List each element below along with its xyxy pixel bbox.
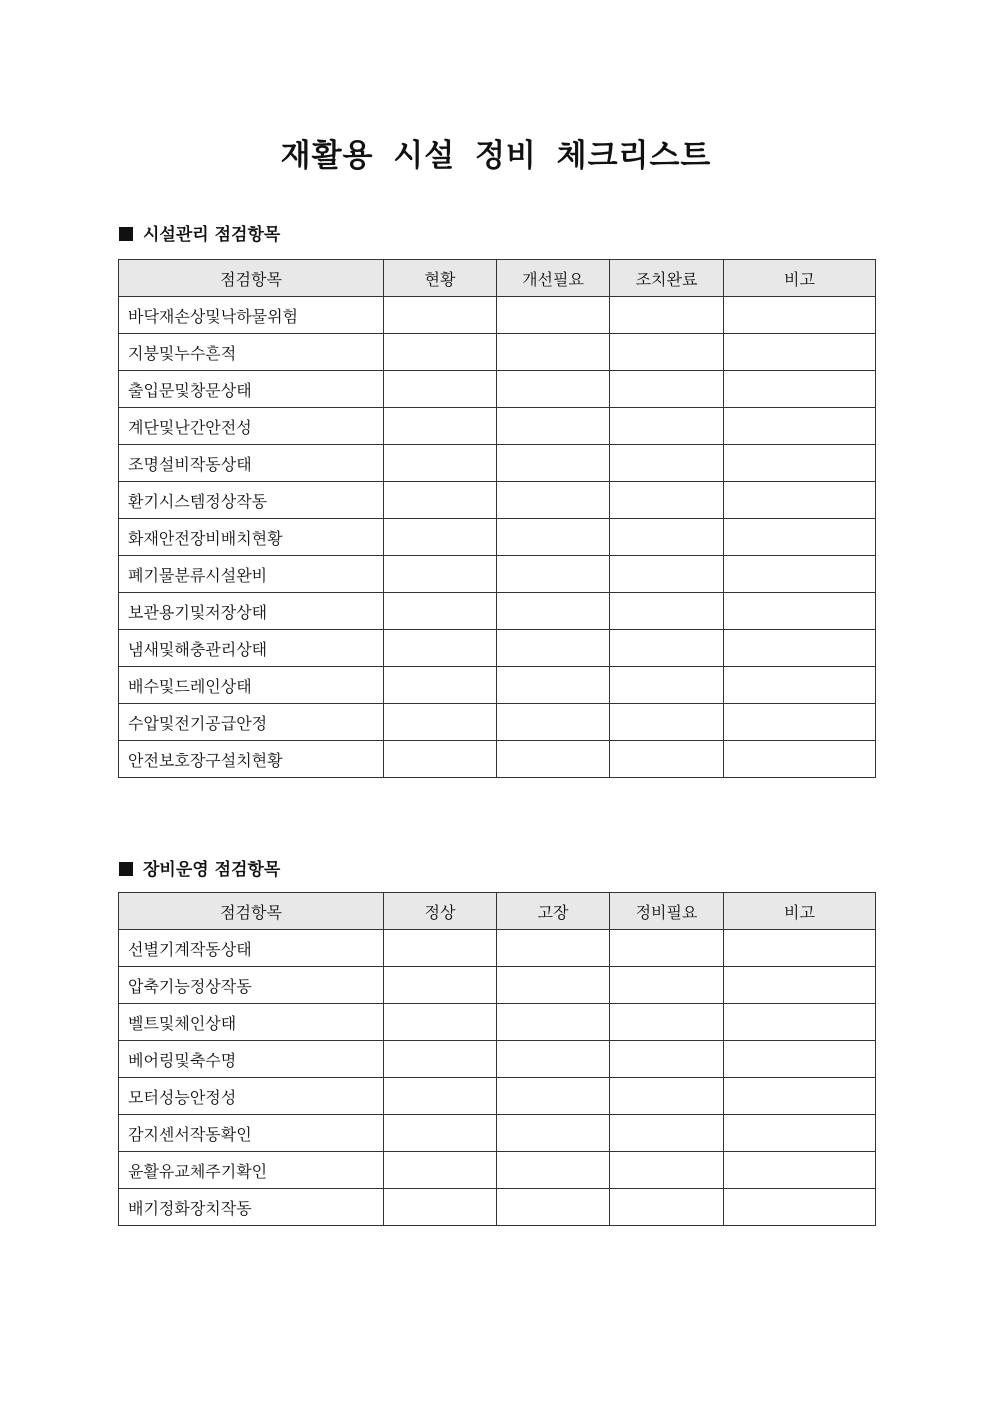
remarks-cell[interactable]	[724, 445, 876, 482]
remarks-cell[interactable]	[724, 519, 876, 556]
check-cell-a[interactable]	[497, 967, 610, 1004]
status-cell[interactable]	[384, 967, 497, 1004]
check-cell-b[interactable]	[610, 1078, 724, 1115]
table-row	[119, 334, 876, 371]
check-cell-b[interactable]	[610, 967, 724, 1004]
check-item-label: 배수및드레인상태	[119, 667, 384, 704]
check-cell-a[interactable]	[497, 1041, 610, 1078]
check-item-label: 안전보호장구설치현황	[119, 741, 384, 778]
table-row	[119, 704, 876, 741]
check-cell-a[interactable]	[497, 482, 610, 519]
check-cell-a[interactable]	[497, 667, 610, 704]
check-item-label: 벨트및체인상태	[119, 1004, 384, 1041]
remarks-cell[interactable]	[724, 667, 876, 704]
check-item-label: 지붕및누수흔적	[119, 334, 384, 371]
check-item-label: 압축기능정상작동	[119, 967, 384, 1004]
status-cell[interactable]	[384, 1189, 497, 1226]
table-row	[119, 371, 876, 408]
check-cell-a[interactable]	[497, 741, 610, 778]
remarks-cell[interactable]	[724, 1115, 876, 1152]
check-cell-b[interactable]	[610, 1004, 724, 1041]
check-item-label: 보관용기및저장상태	[119, 593, 384, 630]
facility-checklist-table	[118, 259, 876, 778]
status-cell[interactable]	[384, 1041, 497, 1078]
table-row	[119, 519, 876, 556]
check-cell-b[interactable]	[610, 297, 724, 334]
status-cell[interactable]	[384, 741, 497, 778]
table-row	[119, 1152, 876, 1189]
remarks-cell[interactable]	[724, 930, 876, 967]
column-header-item: 점검항목	[119, 260, 384, 297]
status-cell[interactable]	[384, 519, 497, 556]
check-item-label: 계단및난간안전성	[119, 408, 384, 445]
remarks-cell[interactable]	[724, 593, 876, 630]
remarks-cell[interactable]	[724, 1041, 876, 1078]
check-cell-b[interactable]	[610, 408, 724, 445]
equipment-checklist-body	[119, 930, 876, 1226]
check-item-label: 수압및전기공급안정	[119, 704, 384, 741]
remarks-cell[interactable]	[724, 1004, 876, 1041]
check-cell-b[interactable]	[610, 930, 724, 967]
facility-checklist-body	[119, 297, 876, 778]
status-cell[interactable]	[384, 445, 497, 482]
check-cell-a[interactable]	[497, 930, 610, 967]
column-header-normal: 정상	[384, 893, 497, 930]
check-cell-a[interactable]	[497, 1004, 610, 1041]
status-cell[interactable]	[384, 482, 497, 519]
check-item-label: 냄새및해충관리상태	[119, 630, 384, 667]
table-row	[119, 930, 876, 967]
table-row	[119, 482, 876, 519]
check-cell-b[interactable]	[610, 334, 724, 371]
table-row	[119, 593, 876, 630]
column-header-needs-improvement: 개선필요	[497, 260, 610, 297]
remarks-cell[interactable]	[724, 630, 876, 667]
remarks-cell[interactable]	[724, 967, 876, 1004]
status-cell[interactable]	[384, 1115, 497, 1152]
remarks-cell[interactable]	[724, 371, 876, 408]
table-row	[119, 1078, 876, 1115]
check-cell-b[interactable]	[610, 1189, 724, 1226]
check-cell-b[interactable]	[610, 1041, 724, 1078]
status-cell[interactable]	[384, 371, 497, 408]
check-cell-a[interactable]	[497, 630, 610, 667]
check-cell-b[interactable]	[610, 1152, 724, 1189]
remarks-cell[interactable]	[724, 408, 876, 445]
remarks-cell[interactable]	[724, 1078, 876, 1115]
section-heading-equipment	[119, 858, 280, 882]
check-cell-a[interactable]	[497, 704, 610, 741]
check-item-label: 배기정화장치작동	[119, 1189, 384, 1226]
table-row	[119, 1004, 876, 1041]
check-cell-a[interactable]	[497, 1152, 610, 1189]
table-row	[119, 1189, 876, 1226]
remarks-cell[interactable]	[724, 704, 876, 741]
check-cell-a[interactable]	[497, 556, 610, 593]
status-cell[interactable]	[384, 630, 497, 667]
column-header-status: 현황	[384, 260, 497, 297]
remarks-cell[interactable]	[724, 556, 876, 593]
status-cell[interactable]	[384, 704, 497, 741]
check-cell-b[interactable]	[610, 667, 724, 704]
remarks-cell[interactable]	[724, 741, 876, 778]
check-item-label: 환기시스템정상작동	[119, 482, 384, 519]
check-item-label: 폐기물분류시설완비	[119, 556, 384, 593]
square-bullet-icon	[119, 862, 133, 876]
section-heading-label: 시설관리 점검항목	[143, 225, 281, 245]
check-cell-b[interactable]	[610, 630, 724, 667]
section-heading-label: 장비운영 점검항목	[143, 860, 281, 880]
page-title: 재활용 시설 정비 체크리스트	[280, 138, 712, 174]
table-row	[119, 630, 876, 667]
check-cell-b[interactable]	[610, 704, 724, 741]
status-cell[interactable]	[384, 556, 497, 593]
check-item-label: 모터성능안정성	[119, 1078, 384, 1115]
check-cell-b[interactable]	[610, 482, 724, 519]
check-cell-a[interactable]	[497, 371, 610, 408]
check-item-label: 베어링및축수명	[119, 1041, 384, 1078]
check-cell-a[interactable]	[497, 297, 610, 334]
table-row	[119, 967, 876, 1004]
table-row	[119, 445, 876, 482]
status-cell[interactable]	[384, 1004, 497, 1041]
table-row	[119, 667, 876, 704]
check-cell-b[interactable]	[610, 593, 724, 630]
check-cell-a[interactable]	[497, 593, 610, 630]
equipment-checklist-table	[118, 892, 876, 1226]
column-header-action-complete: 조치완료	[610, 260, 724, 297]
column-header-broken: 고장	[497, 893, 610, 930]
column-header-item: 점검항목	[119, 893, 384, 930]
table-row	[119, 741, 876, 778]
status-cell[interactable]	[384, 334, 497, 371]
check-item-label: 출입문및창문상태	[119, 371, 384, 408]
check-cell-a[interactable]	[497, 1078, 610, 1115]
check-cell-b[interactable]	[610, 741, 724, 778]
check-cell-a[interactable]	[497, 445, 610, 482]
status-cell[interactable]	[384, 408, 497, 445]
status-cell[interactable]	[384, 1152, 497, 1189]
check-cell-a[interactable]	[497, 408, 610, 445]
square-bullet-icon	[119, 227, 133, 241]
table-row	[119, 408, 876, 445]
table-row	[119, 556, 876, 593]
remarks-cell[interactable]	[724, 482, 876, 519]
check-item-label: 감지센서작동확인	[119, 1115, 384, 1152]
status-cell[interactable]	[384, 667, 497, 704]
table-row	[119, 1041, 876, 1078]
status-cell[interactable]	[384, 297, 497, 334]
check-item-label: 조명설비작동상태	[119, 445, 384, 482]
column-header-remarks: 비고	[724, 260, 876, 297]
table-row	[119, 1115, 876, 1152]
check-cell-a[interactable]	[497, 1115, 610, 1152]
check-cell-a[interactable]	[497, 334, 610, 371]
column-header-remarks: 비고	[724, 893, 876, 930]
check-cell-a[interactable]	[497, 1189, 610, 1226]
column-header-needs-maintenance: 정비필요	[610, 893, 724, 930]
remarks-cell[interactable]	[724, 297, 876, 334]
check-cell-b[interactable]	[610, 519, 724, 556]
table-header-row	[119, 893, 876, 930]
table-header-row	[119, 260, 876, 297]
check-cell-b[interactable]	[610, 445, 724, 482]
remarks-cell[interactable]	[724, 1189, 876, 1226]
status-cell[interactable]	[384, 1078, 497, 1115]
remarks-cell[interactable]	[724, 1152, 876, 1189]
check-item-label: 윤활유교체주기확인	[119, 1152, 384, 1189]
section-heading-facility	[119, 223, 280, 247]
check-item-label: 선별기계작동상태	[119, 930, 384, 967]
check-cell-b[interactable]	[610, 1115, 724, 1152]
check-cell-b[interactable]	[610, 371, 724, 408]
table-row	[119, 297, 876, 334]
status-cell[interactable]	[384, 930, 497, 967]
check-item-label: 바닥재손상및낙하물위험	[119, 297, 384, 334]
remarks-cell[interactable]	[724, 334, 876, 371]
status-cell[interactable]	[384, 593, 497, 630]
check-cell-a[interactable]	[497, 519, 610, 556]
check-item-label: 화재안전장비배치현황	[119, 519, 384, 556]
check-cell-b[interactable]	[610, 556, 724, 593]
